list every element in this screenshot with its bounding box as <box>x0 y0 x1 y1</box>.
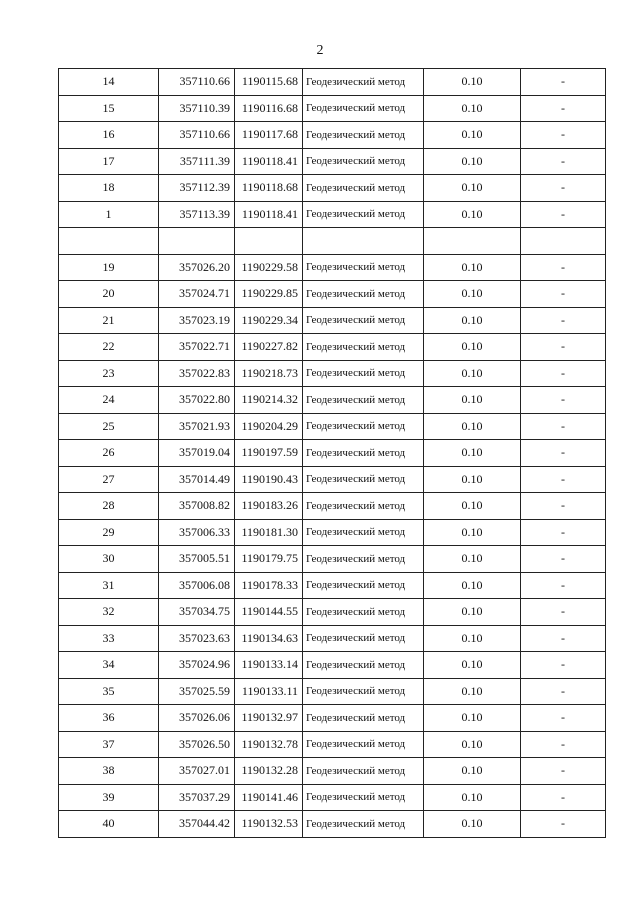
note-cell: - <box>521 493 606 520</box>
x-coordinate-cell: 357022.80 <box>159 387 235 414</box>
x-coordinate-cell: 357021.93 <box>159 413 235 440</box>
table-row <box>59 652 606 679</box>
x-coordinate-cell: 357111.39 <box>159 148 235 175</box>
y-coordinate-cell: 1190117.68 <box>235 122 303 149</box>
accuracy-cell: 0.10 <box>424 493 521 520</box>
method-cell: Геодезический метод <box>303 254 424 281</box>
coordinates-table-body <box>59 69 606 838</box>
x-coordinate-cell: 357044.42 <box>159 811 235 838</box>
x-coordinate-cell: 357023.63 <box>159 625 235 652</box>
accuracy-cell: 0.10 <box>424 519 521 546</box>
accuracy-cell: 0.10 <box>424 281 521 308</box>
x-coordinate-cell: 357113.39 <box>159 201 235 228</box>
table-row <box>59 572 606 599</box>
table-row <box>59 175 606 202</box>
note-cell: - <box>521 413 606 440</box>
point-number-cell: 21 <box>59 307 159 334</box>
point-number-cell: 19 <box>59 254 159 281</box>
accuracy-cell <box>424 228 521 255</box>
method-cell: Геодезический метод <box>303 758 424 785</box>
note-cell: - <box>521 758 606 785</box>
y-coordinate-cell: 1190183.26 <box>235 493 303 520</box>
x-coordinate-cell: 357022.71 <box>159 334 235 361</box>
point-number-cell: 22 <box>59 334 159 361</box>
point-number-cell: 25 <box>59 413 159 440</box>
note-cell: - <box>521 546 606 573</box>
method-cell: Геодезический метод <box>303 69 424 96</box>
method-cell: Геодезический метод <box>303 440 424 467</box>
method-cell: Геодезический метод <box>303 731 424 758</box>
table-row <box>59 281 606 308</box>
method-cell: Геодезический метод <box>303 175 424 202</box>
method-cell: Геодезический метод <box>303 148 424 175</box>
x-coordinate-cell: 357026.20 <box>159 254 235 281</box>
point-number-cell <box>59 228 159 255</box>
note-cell: - <box>521 440 606 467</box>
y-coordinate-cell <box>235 228 303 255</box>
table-row <box>59 201 606 228</box>
point-number-cell: 15 <box>59 95 159 122</box>
point-number-cell: 18 <box>59 175 159 202</box>
table-row <box>59 387 606 414</box>
note-cell: - <box>521 307 606 334</box>
table-row <box>59 784 606 811</box>
note-cell: - <box>521 466 606 493</box>
point-number-cell: 23 <box>59 360 159 387</box>
y-coordinate-cell: 1190132.97 <box>235 705 303 732</box>
method-cell: Геодезический метод <box>303 599 424 626</box>
table-row <box>59 228 606 255</box>
x-coordinate-cell: 357005.51 <box>159 546 235 573</box>
method-cell: Геодезический метод <box>303 811 424 838</box>
note-cell: - <box>521 95 606 122</box>
accuracy-cell: 0.10 <box>424 440 521 467</box>
page-number: 2 <box>316 43 324 58</box>
point-number-cell: 1 <box>59 201 159 228</box>
x-coordinate-cell: 357006.33 <box>159 519 235 546</box>
accuracy-cell: 0.10 <box>424 148 521 175</box>
table-row <box>59 95 606 122</box>
y-coordinate-cell: 1190218.73 <box>235 360 303 387</box>
method-cell: Геодезический метод <box>303 122 424 149</box>
accuracy-cell: 0.10 <box>424 678 521 705</box>
y-coordinate-cell: 1190132.78 <box>235 731 303 758</box>
y-coordinate-cell: 1190132.28 <box>235 758 303 785</box>
table-row <box>59 360 606 387</box>
y-coordinate-cell: 1190229.58 <box>235 254 303 281</box>
method-cell: Геодезический метод <box>303 546 424 573</box>
y-coordinate-cell: 1190115.68 <box>235 69 303 96</box>
note-cell: - <box>521 652 606 679</box>
table-row <box>59 546 606 573</box>
y-coordinate-cell: 1190204.29 <box>235 413 303 440</box>
accuracy-cell: 0.10 <box>424 201 521 228</box>
y-coordinate-cell: 1190214.32 <box>235 387 303 414</box>
method-cell <box>303 228 424 255</box>
point-number-cell: 38 <box>59 758 159 785</box>
point-number-cell: 14 <box>59 69 159 96</box>
method-cell: Геодезический метод <box>303 572 424 599</box>
accuracy-cell: 0.10 <box>424 811 521 838</box>
x-coordinate-cell: 357006.08 <box>159 572 235 599</box>
note-cell: - <box>521 281 606 308</box>
method-cell: Геодезический метод <box>303 413 424 440</box>
note-cell: - <box>521 811 606 838</box>
method-cell: Геодезический метод <box>303 95 424 122</box>
point-number-cell: 16 <box>59 122 159 149</box>
method-cell: Геодезический метод <box>303 493 424 520</box>
x-coordinate-cell: 357024.96 <box>159 652 235 679</box>
table-row <box>59 148 606 175</box>
point-number-cell: 37 <box>59 731 159 758</box>
accuracy-cell: 0.10 <box>424 572 521 599</box>
method-cell: Геодезический метод <box>303 625 424 652</box>
point-number-cell: 27 <box>59 466 159 493</box>
method-cell: Геодезический метод <box>303 281 424 308</box>
x-coordinate-cell: 357037.29 <box>159 784 235 811</box>
point-number-cell: 26 <box>59 440 159 467</box>
x-coordinate-cell: 357022.83 <box>159 360 235 387</box>
point-number-cell: 36 <box>59 705 159 732</box>
accuracy-cell: 0.10 <box>424 122 521 149</box>
method-cell: Геодезический метод <box>303 678 424 705</box>
x-coordinate-cell: 357027.01 <box>159 758 235 785</box>
method-cell: Геодезический метод <box>303 784 424 811</box>
note-cell <box>521 228 606 255</box>
note-cell: - <box>521 731 606 758</box>
note-cell: - <box>521 175 606 202</box>
y-coordinate-cell: 1190141.46 <box>235 784 303 811</box>
table-row <box>59 599 606 626</box>
x-coordinate-cell: 357026.06 <box>159 705 235 732</box>
note-cell: - <box>521 705 606 732</box>
note-cell: - <box>521 599 606 626</box>
table-row <box>59 731 606 758</box>
accuracy-cell: 0.10 <box>424 652 521 679</box>
method-cell: Геодезический метод <box>303 705 424 732</box>
accuracy-cell: 0.10 <box>424 387 521 414</box>
table-row <box>59 413 606 440</box>
y-coordinate-cell: 1190179.75 <box>235 546 303 573</box>
accuracy-cell: 0.10 <box>424 307 521 334</box>
y-coordinate-cell: 1190133.14 <box>235 652 303 679</box>
point-number-cell: 20 <box>59 281 159 308</box>
note-cell: - <box>521 572 606 599</box>
table-row <box>59 122 606 149</box>
accuracy-cell: 0.10 <box>424 546 521 573</box>
y-coordinate-cell: 1190190.43 <box>235 466 303 493</box>
method-cell: Геодезический метод <box>303 387 424 414</box>
y-coordinate-cell: 1190118.41 <box>235 201 303 228</box>
table-row <box>59 69 606 96</box>
note-cell: - <box>521 519 606 546</box>
note-cell: - <box>521 360 606 387</box>
accuracy-cell: 0.10 <box>424 599 521 626</box>
y-coordinate-cell: 1190229.34 <box>235 307 303 334</box>
note-cell: - <box>521 678 606 705</box>
y-coordinate-cell: 1190134.63 <box>235 625 303 652</box>
x-coordinate-cell <box>159 228 235 255</box>
point-number-cell: 24 <box>59 387 159 414</box>
table-row <box>59 758 606 785</box>
x-coordinate-cell: 357024.71 <box>159 281 235 308</box>
x-coordinate-cell: 357112.39 <box>159 175 235 202</box>
table-row <box>59 254 606 281</box>
point-number-cell: 34 <box>59 652 159 679</box>
accuracy-cell: 0.10 <box>424 413 521 440</box>
accuracy-cell: 0.10 <box>424 360 521 387</box>
note-cell: - <box>521 122 606 149</box>
accuracy-cell: 0.10 <box>424 758 521 785</box>
note-cell: - <box>521 625 606 652</box>
x-coordinate-cell: 357026.50 <box>159 731 235 758</box>
point-number-cell: 39 <box>59 784 159 811</box>
y-coordinate-cell: 1190178.33 <box>235 572 303 599</box>
point-number-cell: 33 <box>59 625 159 652</box>
note-cell: - <box>521 334 606 361</box>
y-coordinate-cell: 1190118.68 <box>235 175 303 202</box>
note-cell: - <box>521 148 606 175</box>
x-coordinate-cell: 357008.82 <box>159 493 235 520</box>
accuracy-cell: 0.10 <box>424 334 521 361</box>
note-cell: - <box>521 784 606 811</box>
table-row <box>59 440 606 467</box>
accuracy-cell: 0.10 <box>424 69 521 96</box>
point-number-cell: 28 <box>59 493 159 520</box>
x-coordinate-cell: 357110.39 <box>159 95 235 122</box>
method-cell: Геодезический метод <box>303 307 424 334</box>
method-cell: Геодезический метод <box>303 334 424 361</box>
method-cell: Геодезический метод <box>303 360 424 387</box>
point-number-cell: 30 <box>59 546 159 573</box>
point-number-cell: 31 <box>59 572 159 599</box>
accuracy-cell: 0.10 <box>424 466 521 493</box>
coordinates-table <box>58 68 606 838</box>
table-row <box>59 466 606 493</box>
method-cell: Геодезический метод <box>303 201 424 228</box>
accuracy-cell: 0.10 <box>424 705 521 732</box>
accuracy-cell: 0.10 <box>424 784 521 811</box>
table-row <box>59 625 606 652</box>
point-number-cell: 35 <box>59 678 159 705</box>
y-coordinate-cell: 1190197.59 <box>235 440 303 467</box>
table-row <box>59 678 606 705</box>
table-row <box>59 307 606 334</box>
point-number-cell: 29 <box>59 519 159 546</box>
y-coordinate-cell: 1190181.30 <box>235 519 303 546</box>
table-row <box>59 705 606 732</box>
table-row <box>59 811 606 838</box>
method-cell: Геодезический метод <box>303 652 424 679</box>
y-coordinate-cell: 1190229.85 <box>235 281 303 308</box>
accuracy-cell: 0.10 <box>424 95 521 122</box>
accuracy-cell: 0.10 <box>424 254 521 281</box>
accuracy-cell: 0.10 <box>424 731 521 758</box>
x-coordinate-cell: 357110.66 <box>159 122 235 149</box>
y-coordinate-cell: 1190118.41 <box>235 148 303 175</box>
x-coordinate-cell: 357019.04 <box>159 440 235 467</box>
x-coordinate-cell: 357110.66 <box>159 69 235 96</box>
table-row <box>59 334 606 361</box>
y-coordinate-cell: 1190116.68 <box>235 95 303 122</box>
y-coordinate-cell: 1190144.55 <box>235 599 303 626</box>
accuracy-cell: 0.10 <box>424 625 521 652</box>
x-coordinate-cell: 357025.59 <box>159 678 235 705</box>
note-cell: - <box>521 254 606 281</box>
method-cell: Геодезический метод <box>303 519 424 546</box>
accuracy-cell: 0.10 <box>424 175 521 202</box>
point-number-cell: 32 <box>59 599 159 626</box>
x-coordinate-cell: 357034.75 <box>159 599 235 626</box>
note-cell: - <box>521 201 606 228</box>
x-coordinate-cell: 357014.49 <box>159 466 235 493</box>
point-number-cell: 17 <box>59 148 159 175</box>
y-coordinate-cell: 1190227.82 <box>235 334 303 361</box>
method-cell: Геодезический метод <box>303 466 424 493</box>
y-coordinate-cell: 1190132.53 <box>235 811 303 838</box>
y-coordinate-cell: 1190133.11 <box>235 678 303 705</box>
table-row <box>59 519 606 546</box>
point-number-cell: 40 <box>59 811 159 838</box>
table-row <box>59 493 606 520</box>
x-coordinate-cell: 357023.19 <box>159 307 235 334</box>
note-cell: - <box>521 69 606 96</box>
note-cell: - <box>521 387 606 414</box>
